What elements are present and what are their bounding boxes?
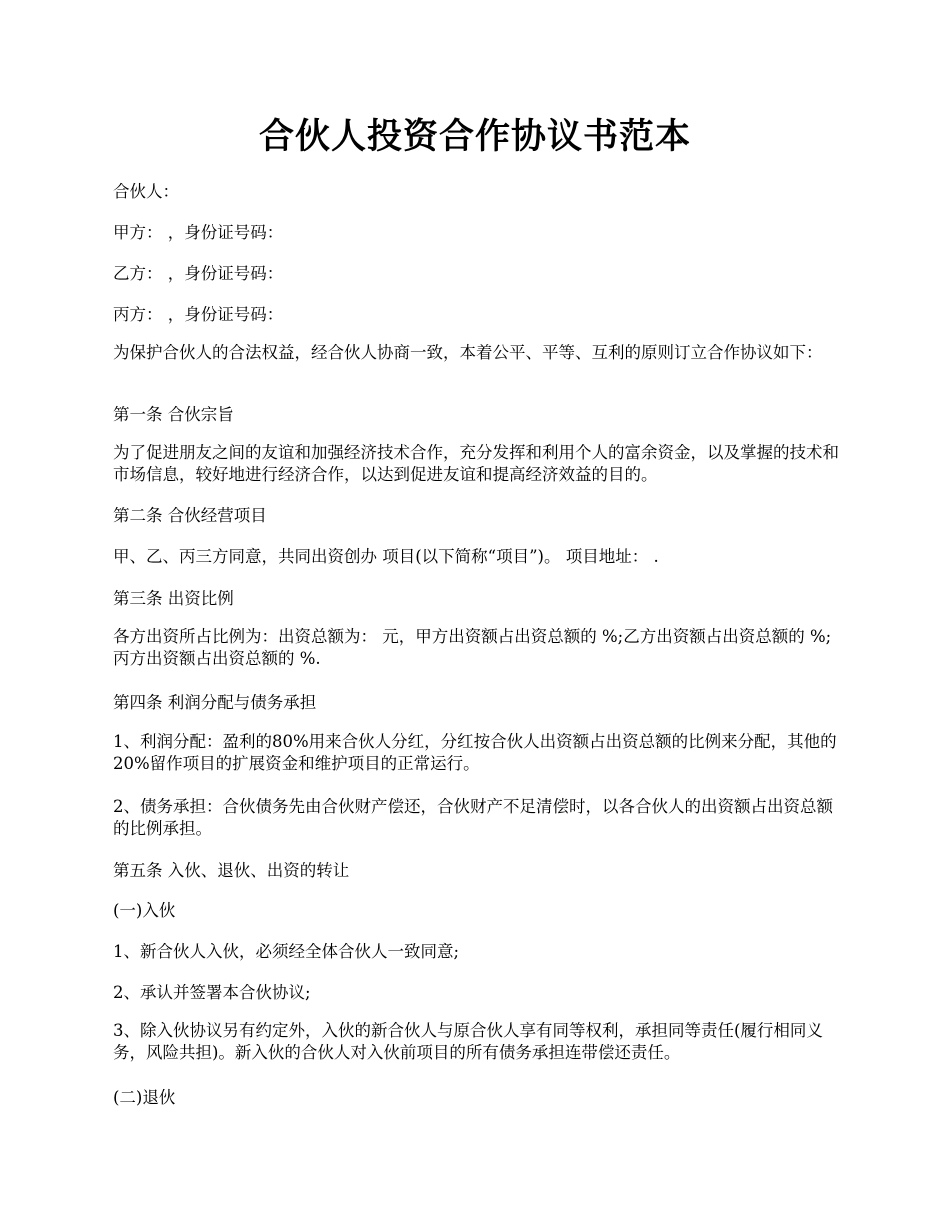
party-c-line: 丙方： ，身份证号码： xyxy=(113,305,284,324)
article-2-heading: 第二条 合伙经营项目 xyxy=(113,506,267,525)
profit-distribution-clause: 1、利润分配：盈利的80%用来合伙人分红，分红按合伙人出资额占出资总额的比例来分配，其他的20%留作项目的扩展资金和维护项目的正常运行。 xyxy=(113,732,837,773)
partners-label: 合伙人： xyxy=(113,182,179,201)
article-3-body: 各方出资所占比例为：出资总额为： 元，甲方出资额占出资总额的 %;乙方出资额占出资总额的 %;丙方出资额占出资总额的 %. xyxy=(113,627,832,668)
admission-clause-1: 1、新合伙人入伙，必须经全体合伙人一致同意; xyxy=(113,942,460,961)
debt-clause: 2、债务承担：合伙债务先由合伙财产偿还，合伙财产不足清偿时，以各合伙人的出资额占出资总额的比例承担。 xyxy=(113,797,833,838)
withdrawal-subheading: (二)退伙 xyxy=(113,1088,176,1107)
article-1-heading: 第一条 合伙宗旨 xyxy=(113,405,234,424)
admission-clause-3: 3、除入伙协议另有约定外，入伙的新合伙人与原合伙人享有同等权利，承担同等责任(履行相同义务，风险共担)。新入伙的合伙人对入伙前项目的所有债务承担连带偿还责任。 xyxy=(113,1021,823,1062)
party-b-line: 乙方： ，身份证号码： xyxy=(113,264,284,283)
document-title: 合伙人投资合作协议书范本 xyxy=(258,116,691,157)
admission-clause-2: 2、承认并签署本合伙协议; xyxy=(113,983,311,1002)
admission-subheading: (一)入伙 xyxy=(113,901,176,920)
article-1-body: 为了促进朋友之间的友谊和加强经济技术合作，充分发挥和利用个人的富余资金，以及掌握的技术和市场信息，较好地进行经济合作，以达到促进友谊和提高经济效益的目的。 xyxy=(113,443,839,484)
article-3-heading: 第三条 出资比例 xyxy=(113,589,234,608)
party-a-line: 甲方： ，身份证号码： xyxy=(113,223,284,242)
preamble-paragraph: 为保护合伙人的合法权益，经合伙人协商一致，本着公平、平等、互利的原则订立合作协议如下： xyxy=(113,343,823,362)
article-5-heading: 第五条 入伙、退伙、出资的转让 xyxy=(113,861,350,880)
article-4-heading: 第四条 利润分配与债务承担 xyxy=(113,693,317,712)
article-2-body: 甲、乙、丙三方同意，共同出资创办 项目(以下简称“项目”)。 项目地址： . xyxy=(113,547,659,566)
